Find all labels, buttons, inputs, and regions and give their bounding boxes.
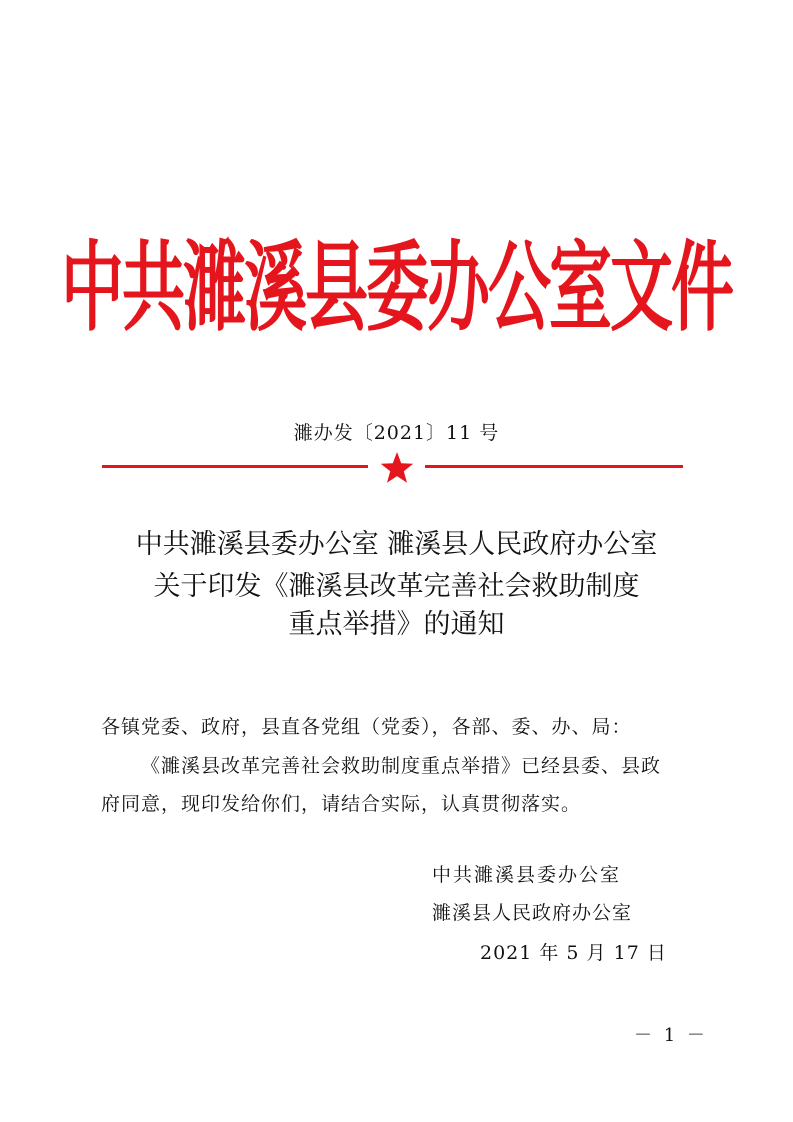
masthead-title: 中共濉溪县委办公室文件 (61, 229, 732, 345)
separator-line-left (102, 465, 368, 468)
signature-government-office: 濉溪县人民政府办公室 (432, 902, 633, 924)
signature-party-office: 中共濉溪县委办公室 (432, 864, 622, 886)
body-line-2: 府同意，现印发给你们，请结合实际，认真贯彻落实。 (101, 793, 582, 815)
issue-date: 2021 年 5 月 17 日 (480, 942, 667, 964)
notice-title-line-1: 中共濉溪县委办公室 濉溪县人民政府办公室 (135, 529, 658, 560)
page-number: － 1 － (634, 1025, 708, 1046)
notice-title-line-3: 重点举措》的通知 (288, 609, 505, 640)
red-star-icon (379, 450, 415, 486)
document-masthead (61, 215, 732, 345)
document-number: 濉办发〔2021〕11 号 (293, 422, 500, 444)
notice-title-line-2: 关于印发《濉溪县改革完善社会救助制度 (153, 571, 640, 602)
separator-line-right (425, 465, 683, 468)
body-line-1: 《濉溪县改革完善社会救助制度重点举措》已经县委、县政 (141, 755, 662, 777)
addressee: 各镇党委、政府，县直各党组（党委），各部、委、办、局： (101, 716, 632, 738)
